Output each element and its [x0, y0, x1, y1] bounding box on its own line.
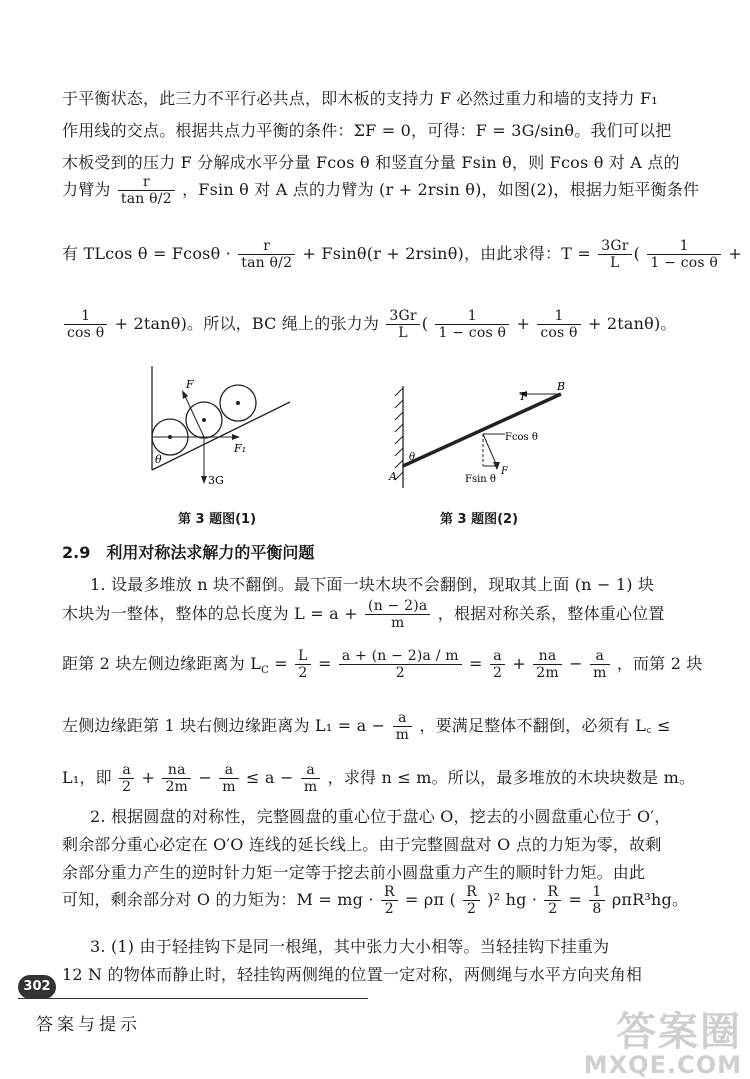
label-G: 3G: [208, 474, 224, 487]
fraction: $\frac{a}{m}$: [393, 710, 412, 743]
text-segment: ρπR³hg。: [611, 890, 689, 909]
watermark-line2: MXQE.COM: [583, 1051, 742, 1079]
text-segment: =: [469, 654, 483, 673]
label-F: F: [501, 466, 508, 477]
text-segment: ≤ a −: [246, 768, 294, 787]
label-theta: θ: [155, 453, 162, 466]
fraction: $\frac{na}{2m}$: [162, 762, 191, 795]
text-segment: +: [141, 768, 156, 787]
text-segment: = ρπ (: [404, 890, 456, 909]
fraction: $\frac{R}{2}$: [381, 884, 398, 917]
text-segment: + 2tanθ)。所以，BC 绳上的张力为: [114, 314, 380, 333]
figure-1-caption: 第 3 题图(1): [178, 512, 257, 527]
text-line: 距第 2 块左侧边缘距离为 $L_C$ = $\frac{L}{2}$ = $\frac{a + (n - 2)a / m}{2}$ = $\frac{a}{2}$ + $\frac{na}{2m}$ − $\frac{a}{m}$ ，而第 2 块: [62, 648, 703, 681]
fraction: $\frac{r}{\text{tan θ/2}}$: [118, 174, 175, 207]
text-line: 有 TLcos θ = Fcosθ · $\frac{r}{\text{tan θ/2}}$ + Fsinθ(r + 2rsinθ)，由此求得：T = $\frac{3Gr}{L}$ ( $\frac{1}{\text{1 − cos θ}}$ +: [62, 238, 742, 271]
text-segment: +: [728, 244, 742, 263]
text-segment: 左侧边缘距第 1 块右侧边缘距离为 L₁ = a −: [62, 716, 386, 735]
text-segment: ，根据对称关系，整体重心位置: [437, 604, 665, 623]
text-segment: −: [569, 654, 583, 673]
text-segment: 力臂为: [62, 180, 111, 199]
text-segment: 有 TLcos θ = Fcosθ ·: [62, 244, 231, 263]
fraction: $\frac{1}{8}$: [589, 884, 604, 917]
text-segment: 距第 2 块左侧边缘距离为 L: [62, 654, 262, 673]
text-segment: ，要满足整体不翻倒，必须有 L꜀ ≤: [419, 716, 671, 735]
fraction: $\frac{a}{m}$: [219, 762, 238, 795]
fraction: $\frac{1}{\text{1 − cos θ}}$: [647, 238, 721, 271]
text-segment: 木块为一整体，整体的总长度为 L = a +: [62, 604, 358, 623]
fraction: $\frac{r}{\text{tan θ/2}}$: [238, 238, 295, 271]
fraction: $\frac{1}{\text{cos θ}}$: [537, 308, 580, 341]
fraction: $\frac{1}{\text{1 − cos θ}}$: [435, 308, 509, 341]
text-segment: L₁，即: [62, 768, 112, 787]
text-line: [62, 884, 688, 917]
fraction: $\frac{R}{2}$: [544, 884, 561, 917]
watermark-line1: 答案圈: [616, 1009, 742, 1055]
fraction: $\frac{3Gr}{L}$: [386, 308, 419, 341]
fraction: $\frac{L}{2}$: [295, 648, 311, 681]
text-segment: =: [317, 654, 332, 673]
page-number: 302: [18, 975, 56, 999]
text-line: 木板受到的压力 F 分解成水平分量 Fcos θ 和竖直分量 Fsin θ，则 Fcos θ 对 A 点的: [62, 153, 680, 172]
text-segment: +: [512, 654, 526, 673]
label-T: T: [519, 390, 527, 403]
text-line: 余部分重力产生的逆时针力矩一定等于挖去前小圆盘重力产生的顺时针力矩。由此: [62, 863, 646, 882]
text-segment: + 2tanθ)。: [587, 314, 677, 333]
fraction: $\frac{1}{\text{cos θ}}$: [64, 308, 107, 341]
fraction: $\frac{a}{2}$: [490, 648, 505, 681]
text-segment: +: [516, 314, 531, 333]
text-segment: ，求得 n ≤ m。所以，最多堆放的木块块数是 m。: [327, 768, 696, 787]
board-line: [152, 402, 290, 470]
fraction: $\frac{R}{2}$: [463, 884, 480, 917]
fraction: $\frac{a}{2}$: [119, 762, 134, 795]
text-segment: =: [568, 890, 583, 909]
fraction: $\frac{a}{m}$: [301, 762, 320, 795]
label-Fcos: Fcos θ: [505, 432, 538, 443]
fraction: $\frac{3Gr}{L}$: [598, 238, 631, 271]
figure-1: [140, 362, 300, 502]
text-line: 剩余部分重心必定在 O′O 连线的延长线上。由于完整圆盘对 O 点的力矩为零，故剩: [62, 835, 662, 854]
text-line: 作用线的交点。根据共点力平衡的条件：ΣF = 0，可得：F = 3G/sinθ。我们可以把: [62, 121, 672, 140]
label-B: B: [557, 380, 566, 393]
text-segment: + Fsinθ(r + 2rsinθ)，由此求得：T =: [302, 244, 591, 263]
label-F1: F₁: [234, 442, 247, 455]
text-segment: ，Fsin θ 对 A 点的力臂为 (r + 2rsin θ)，如图(2)，根据力矩平衡条件: [182, 180, 700, 199]
fraction: $\frac{a}{m}$: [590, 648, 609, 681]
text-line: $\frac{1}{\text{cos θ}}$ + 2tanθ)。所以，BC 绳上的张力为 $\frac{3Gr}{L}$ ( $\frac{1}{\text{1 − cos θ}}$ + $\frac{1}{\text{cos θ}}$ + 2tanθ)。: [62, 308, 677, 341]
text-line: [62, 598, 665, 631]
label-theta: θ: [409, 452, 416, 463]
section-title: 2.9 利用对称法求解力的平衡问题: [62, 543, 315, 562]
text-line: 1. 设最多堆放 n 块不翻倒。最下面一块木块不会翻倒，现取其上面 (n − 1) 块: [90, 575, 655, 594]
figure-2: [385, 378, 575, 493]
footer-label: 答案与提示: [36, 1015, 141, 1035]
text-line: [62, 710, 671, 743]
text-line: 3. (1) 由于轻挂钩下是同一根绳，其中张力大小相等。当轻挂钩下挂重为: [90, 937, 610, 956]
text-line: 12 N 的物体而静止时，轻挂钩两侧绳的位置一定对称，两侧绳与水平方向夹角相: [62, 965, 643, 984]
text-segment: )² hg ·: [487, 890, 538, 909]
label-Fsin: Fsin θ: [465, 474, 496, 485]
footer-rule: [18, 998, 368, 999]
fraction: $\frac{na}{2m}$: [533, 648, 562, 681]
text-line: 2. 根据圆盘的对称性，完整圆盘的重心位于盘心 O，挖去的小圆盘重心位于 O′，: [90, 807, 671, 826]
figure-2-caption: 第 3 题图(2): [440, 512, 519, 527]
fraction: $\frac{a + (n - 2)a / m}{2}$: [339, 648, 462, 681]
watermark: [584, 1000, 742, 1079]
text-segment: =: [268, 654, 288, 673]
text-line: 于平衡状态，此三力不平行必共点，即木板的支持力 F 必然过重力和墙的支持力 F₁: [62, 89, 658, 108]
label-F: F: [186, 378, 194, 391]
fraction: $\frac{(n - 2)a}{m}$: [365, 598, 430, 631]
text-segment: ，而第 2 块: [616, 654, 703, 673]
board-line: [403, 394, 561, 466]
text-line: [62, 174, 699, 207]
label-A: A: [389, 470, 397, 483]
text-segment: 可知，剩余部分对 O 的力矩为：M = mg ·: [62, 890, 374, 909]
text-line: [62, 762, 695, 795]
text-segment: −: [198, 768, 212, 787]
